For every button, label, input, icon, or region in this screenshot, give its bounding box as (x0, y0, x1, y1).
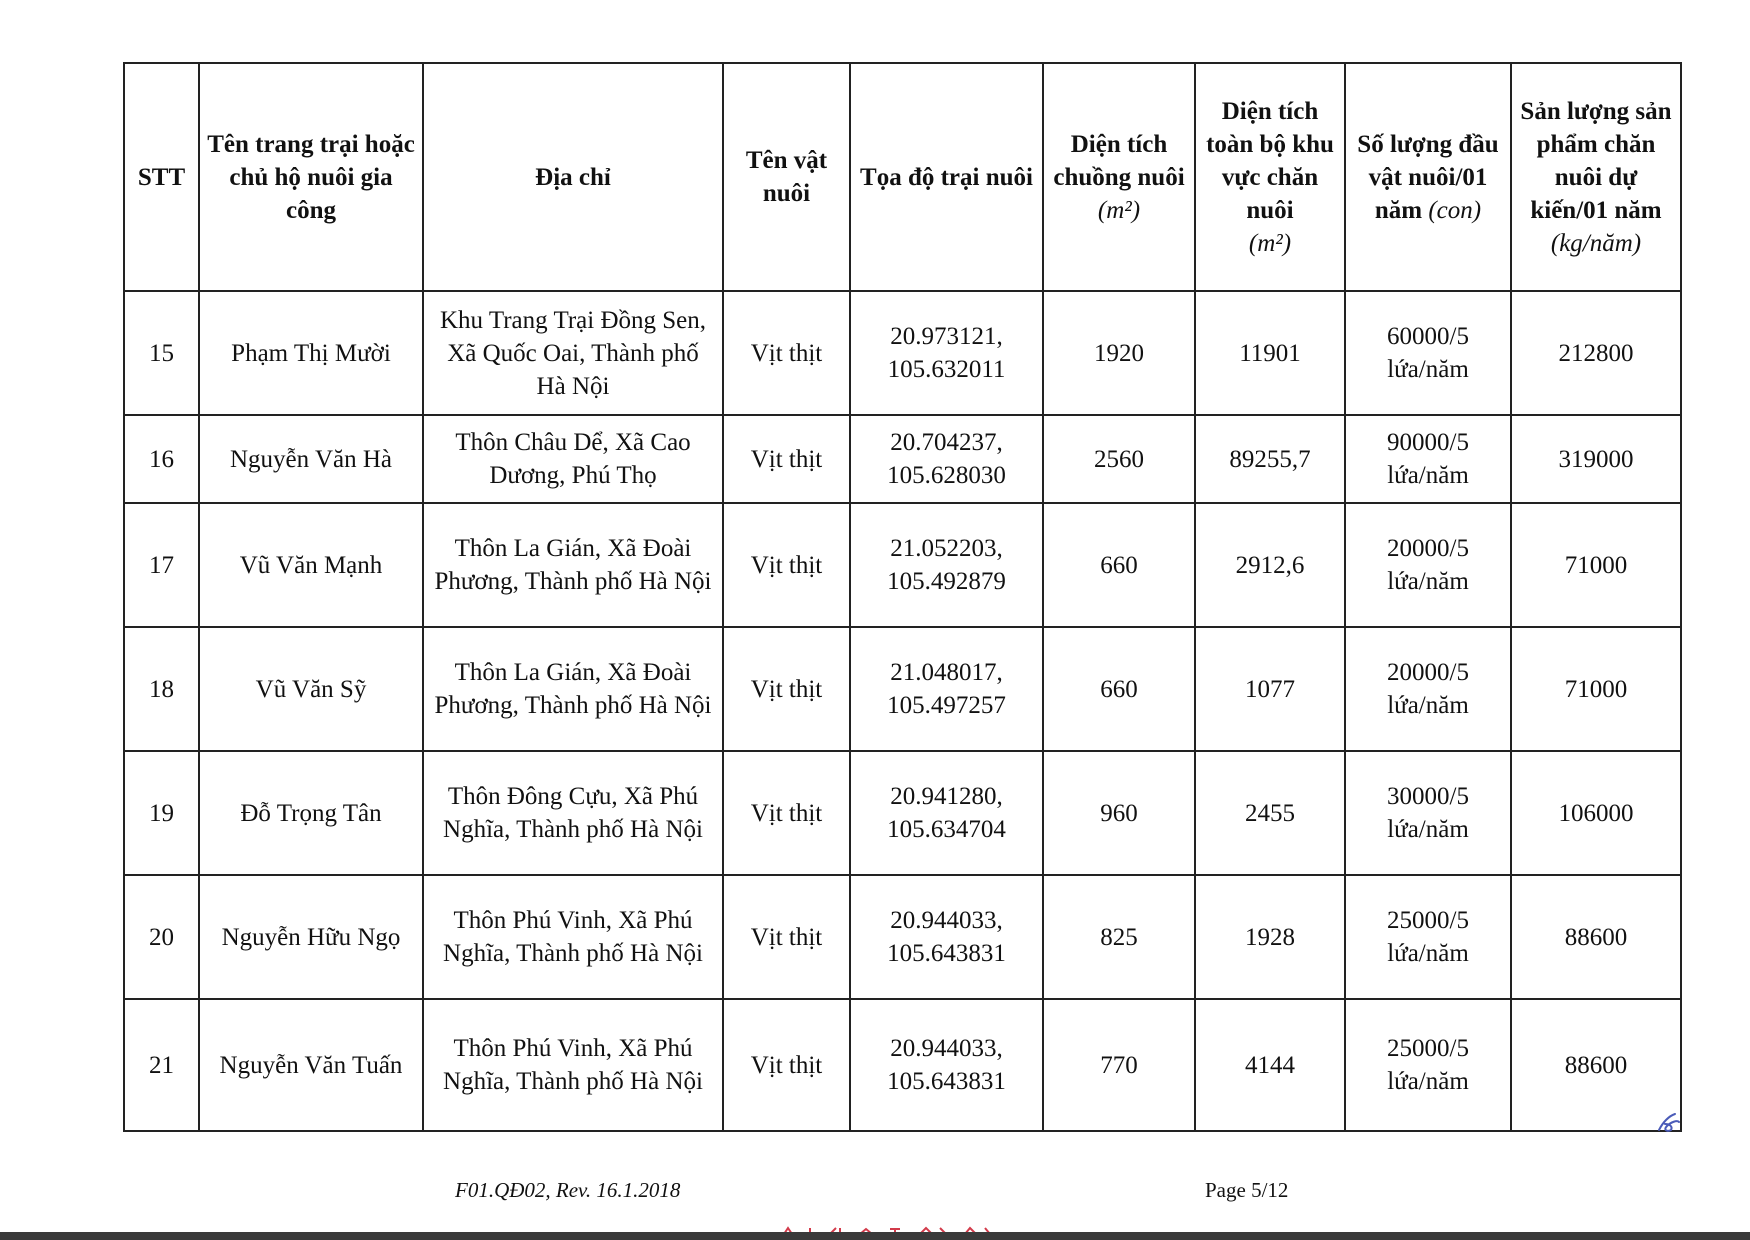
cell-barn-area: 660 (1043, 627, 1195, 751)
cell-name: Vũ Văn Mạnh (199, 503, 423, 627)
table-row (124, 627, 1681, 751)
header-stt: STT (124, 63, 199, 291)
cell-output: 71000 (1511, 627, 1681, 751)
cell-address: Thôn Châu Dể, Xã Cao Dương, Phú Thọ (423, 415, 723, 503)
header-total-area-unit: (m²) (1248, 229, 1292, 257)
cell-head-count: 25000/5 lứa/năm (1345, 999, 1511, 1131)
cell-stt: 17 (124, 503, 199, 627)
cell-total-area: 2455 (1195, 751, 1345, 875)
cell-barn-area: 960 (1043, 751, 1195, 875)
cell-coords: 20.704237, 105.628030 (850, 415, 1043, 503)
cell-output: 106000 (1511, 751, 1681, 875)
cell-total-area: 1077 (1195, 627, 1345, 751)
table-row (124, 503, 1681, 627)
header-coords: Tọa độ trại nuôi (850, 63, 1043, 291)
cell-output: 319000 (1511, 415, 1681, 503)
cell-address: Thôn La Gián, Xã Đoài Phương, Thành phố Hà Nội (423, 503, 723, 627)
header-barn-area: Diện tích chuồng nuôi (m²) (1043, 63, 1195, 291)
table-row (124, 999, 1681, 1131)
cell-stt: 16 (124, 415, 199, 503)
cell-head-count: 90000/5 lứa/năm (1345, 415, 1511, 503)
cell-coords: 20.944033, 105.643831 (850, 999, 1043, 1131)
cell-name: Nguyễn Hữu Ngọ (199, 875, 423, 999)
table-row (124, 415, 1681, 503)
cell-total-area: 1928 (1195, 875, 1345, 999)
table-row (124, 875, 1681, 999)
cell-head-count: 30000/5 lứa/năm (1345, 751, 1511, 875)
cell-animal: Vịt thịt (723, 999, 850, 1131)
cell-barn-area: 660 (1043, 503, 1195, 627)
header-animal: Tên vật nuôi (723, 63, 850, 291)
farm-table (123, 62, 1682, 1132)
header-total-area: Diện tích toàn bộ khu vực chăn nuôi (m²) (1195, 63, 1345, 291)
cell-animal: Vịt thịt (723, 875, 850, 999)
footer-document-code: F01.QĐ02, Rev. 16.1.2018 (455, 1178, 681, 1202)
cell-stt: 15 (124, 291, 199, 415)
cell-coords: 21.048017, 105.497257 (850, 627, 1043, 751)
table-row (124, 751, 1681, 875)
cell-name: Vũ Văn Sỹ (199, 627, 423, 751)
cell-name: Nguyễn Văn Hà (199, 415, 423, 503)
header-address: Địa chỉ (423, 63, 723, 291)
cell-stt: 18 (124, 627, 199, 751)
cell-total-area: 4144 (1195, 999, 1345, 1131)
scan-bottom-edge (0, 1232, 1750, 1240)
cell-stt: 20 (124, 875, 199, 999)
cell-address: Thôn La Gián, Xã Đoài Phương, Thành phố Hà Nội (423, 627, 723, 751)
cell-animal: Vịt thịt (723, 291, 850, 415)
cell-output: 71000 (1511, 503, 1681, 627)
handwritten-initial-mark (1655, 1110, 1681, 1134)
cell-address: Thôn Phú Vinh, Xã Phú Nghĩa, Thành phố Hà Nội (423, 999, 723, 1131)
cell-address: Thôn Phú Vinh, Xã Phú Nghĩa, Thành phố Hà Nội (423, 875, 723, 999)
cell-coords: 21.052203, 105.492879 (850, 503, 1043, 627)
cell-animal: Vịt thịt (723, 415, 850, 503)
cell-barn-area: 1920 (1043, 291, 1195, 415)
cell-total-area: 89255,7 (1195, 415, 1345, 503)
cell-coords: 20.944033, 105.643831 (850, 875, 1043, 999)
cell-stt: 21 (124, 999, 199, 1131)
header-barn-area-unit: (m²) (1097, 196, 1141, 224)
cell-head-count: 20000/5 lứa/năm (1345, 503, 1511, 627)
cell-animal: Vịt thịt (723, 627, 850, 751)
cell-head-count: 25000/5 lứa/năm (1345, 875, 1511, 999)
footer-page-number: Page 5/12 (1205, 1178, 1289, 1202)
header-output: Sản lượng sản phẩm chăn nuôi dự kiến/01 năm (kg/năm) (1511, 63, 1681, 291)
header-farm-name: Tên trang trại hoặc chủ hộ nuôi gia công (199, 63, 423, 291)
cell-name: Phạm Thị Mười (199, 291, 423, 415)
cell-address: Thôn Đông Cựu, Xã Phú Nghĩa, Thành phố Hà Nội (423, 751, 723, 875)
table-header-row (124, 63, 1681, 291)
cell-barn-area: 2560 (1043, 415, 1195, 503)
cell-coords: 20.973121, 105.632011 (850, 291, 1043, 415)
cell-barn-area: 770 (1043, 999, 1195, 1131)
cell-name: Đỗ Trọng Tân (199, 751, 423, 875)
cell-animal: Vịt thịt (723, 503, 850, 627)
header-head-count-unit: (con) (1428, 196, 1482, 224)
cell-head-count: 20000/5 lứa/năm (1345, 627, 1511, 751)
cell-barn-area: 825 (1043, 875, 1195, 999)
header-output-unit: (kg/năm) (1550, 229, 1642, 257)
table-row (124, 291, 1681, 415)
header-head-count: Số lượng đầu vật nuôi/01 năm (con) (1345, 63, 1511, 291)
cell-address: Khu Trang Trại Đồng Sen, Xã Quốc Oai, Thành phố Hà Nội (423, 291, 723, 415)
cell-total-area: 11901 (1195, 291, 1345, 415)
cell-output: 88600 (1511, 875, 1681, 999)
cell-output: 212800 (1511, 291, 1681, 415)
cell-animal: Vịt thịt (723, 751, 850, 875)
cell-total-area: 2912,6 (1195, 503, 1345, 627)
cell-coords: 20.941280, 105.634704 (850, 751, 1043, 875)
cell-head-count: 60000/5 lứa/năm (1345, 291, 1511, 415)
cell-stt: 19 (124, 751, 199, 875)
cell-output: 88600 (1511, 999, 1681, 1131)
cell-name: Nguyễn Văn Tuấn (199, 999, 423, 1131)
